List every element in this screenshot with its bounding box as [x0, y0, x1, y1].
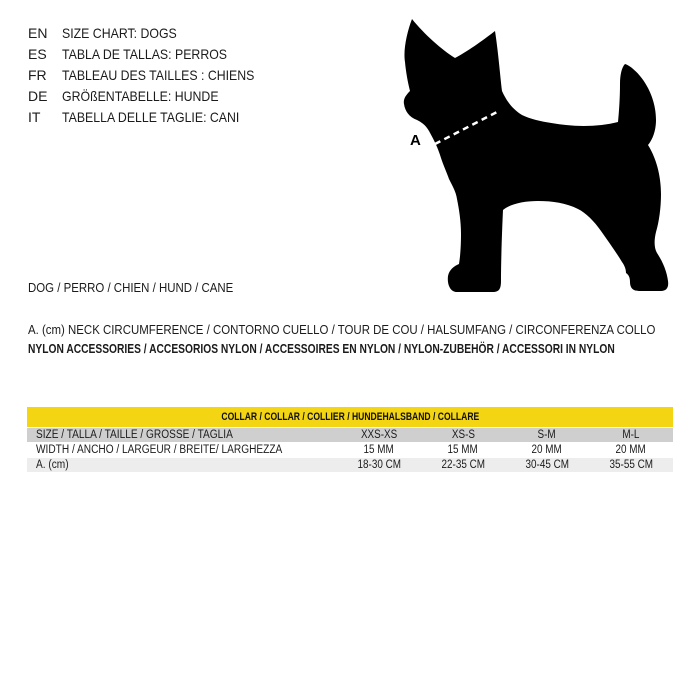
table-row-size [27, 428, 673, 442]
cell-text: 30-45 CM [525, 459, 569, 471]
cell-text: 15 MM [363, 444, 395, 456]
dog-measurement-diagram [398, 12, 693, 302]
cell-size-m-l [589, 428, 673, 442]
cell-width-2 [421, 443, 505, 457]
cell-text: M-L [622, 429, 640, 441]
neck-marker-label: A [410, 132, 421, 149]
table-row-width [27, 443, 673, 457]
cell-text: S-M [537, 429, 557, 441]
material-line: NYLON ACCESSORIES / ACCESORIOS NYLON / ACCESSOIRES EN NYLON / NYLON-ZUBEHÖR / ACCESSORI IN NYLON [28, 342, 615, 356]
language-title-list [28, 23, 281, 128]
language-code: IT [28, 109, 41, 125]
cell-size-xs-s [421, 428, 505, 442]
language-code: DE [28, 88, 48, 104]
row-label-text: SIZE / TALLA / TAILLE / GRÖSSE / TAGLIA [36, 429, 233, 441]
cell-width-1 [337, 443, 421, 457]
chihuahua-silhouette-icon [398, 12, 693, 302]
language-code: ES [28, 46, 47, 62]
cell-neck-2 [421, 458, 505, 472]
row-label [27, 428, 337, 442]
table-header-label: COLLAR / COLLAR / COLLIER / HUNDEHALSBAND / COLLARE [221, 411, 479, 423]
cell-width-4 [589, 443, 673, 457]
language-row-en [28, 23, 281, 44]
row-label-text: A. (cm) [36, 459, 69, 471]
cell-text: 20 MM [531, 444, 563, 456]
language-title: TABLEAU DES TAILLES : CHIENS [62, 67, 255, 83]
cell-text: 35-55 CM [609, 459, 653, 471]
language-row-de [28, 86, 281, 107]
cell-text: XS-S [451, 429, 475, 441]
cell-text: 22-35 CM [441, 459, 485, 471]
cell-text: XXS-XS [360, 429, 398, 441]
species-line: DOG / PERRO / CHIEN / HUND / CANE [28, 280, 234, 295]
table-row-neck-cm [27, 458, 673, 472]
cell-width-3 [505, 443, 589, 457]
cell-text: 15 MM [447, 444, 479, 456]
language-row-it [28, 107, 281, 128]
row-label-text: WIDTH / ANCHO / LARGEUR / BREITE/ LARGHEZZA [36, 444, 283, 456]
language-title: SIZE CHART: DOGS [62, 25, 177, 41]
language-title: GRÖßENTABELLE: HUNDE [62, 88, 219, 104]
cell-text: 20 MM [615, 444, 647, 456]
cell-size-s-m [505, 428, 589, 442]
neck-circumference-legend: A. (cm) NECK CIRCUMFERENCE / CONTORNO CUELLO / TOUR DE COU / HALSUMFANG / CIRCONFERENZA COLLO [28, 322, 656, 337]
cell-text: 18-30 CM [357, 459, 401, 471]
table-header-collar [27, 407, 673, 427]
cell-size-xxs-xs [337, 428, 421, 442]
cell-neck-1 [337, 458, 421, 472]
row-label [27, 458, 337, 472]
row-label [27, 443, 337, 457]
collar-size-table [27, 407, 673, 472]
language-row-fr [28, 65, 281, 86]
language-row-es [28, 44, 281, 65]
language-title: TABLA DE TALLAS: PERROS [62, 46, 228, 62]
cell-neck-4 [589, 458, 673, 472]
cell-neck-3 [505, 458, 589, 472]
language-code: EN [28, 25, 48, 41]
language-code: FR [28, 67, 47, 83]
language-title: TABELLA DELLE TAGLIE: CANI [62, 109, 240, 125]
